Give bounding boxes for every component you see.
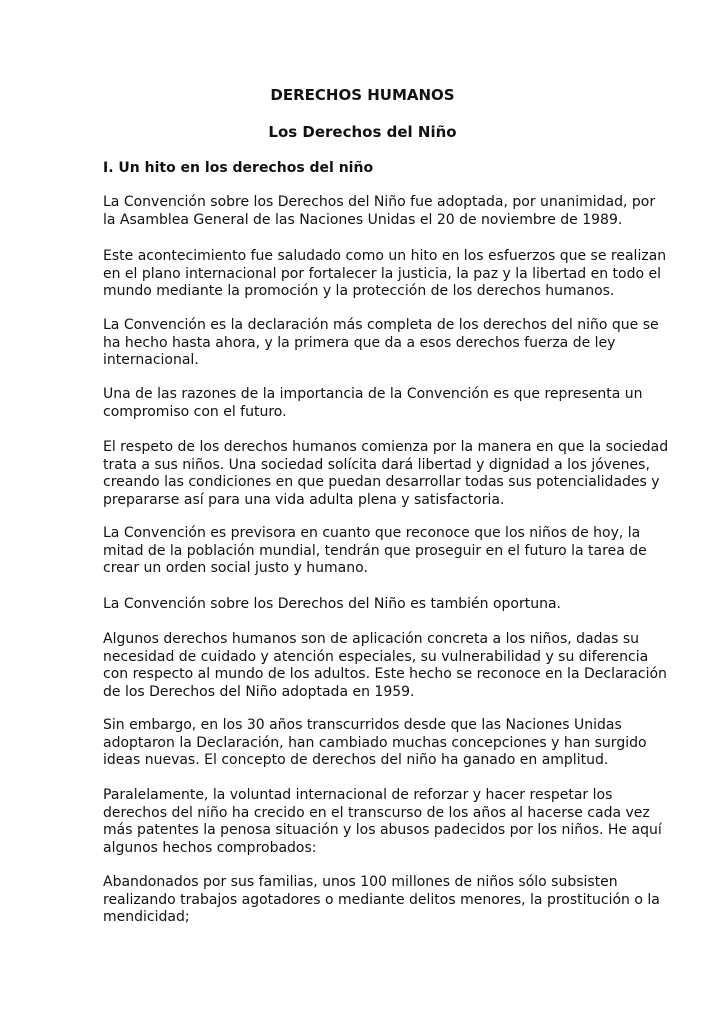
paragraph (103, 317, 659, 370)
section-heading: I. Un hito en los derechos del niño (103, 160, 374, 176)
paragraph (103, 717, 647, 770)
paragraph-line: Este acontecimiento fue saludado como un hito en los esfuerzos que se realizan (103, 248, 667, 264)
paragraph (103, 439, 669, 509)
paragraph-line: Abandonados por sus familias, unos 100 millones de niños sólo subsisten (103, 874, 618, 890)
paragraph-line: ideas nuevas. El concepto de derechos del niño ha ganado en amplitud. (103, 752, 609, 769)
paragraph-line: adoptaron la Declaración, han cambiado muchas concepciones y han surgido (103, 734, 647, 751)
paragraph-line: Sin embargo, en los 30 años transcurridos desde que las Naciones Unidas (103, 717, 622, 733)
paragraph-line: más patentes la penosa situación y los abusos padecidos por los niños. He aquí (103, 822, 662, 839)
paragraph-line: creando las condiciones en que puedan desarrollar todas sus potencialidades y (103, 474, 660, 491)
paragraph-line: en el plano internacional por fortalecer la justicia, la paz y la libertad en todo el (103, 265, 661, 282)
paragraph-line: mitad de la población mundial, tendrán que proseguir en el futuro la tarea de (103, 542, 647, 559)
document-title: DERECHOS HUMANOS (270, 86, 455, 104)
paragraph-line: mendicidad; (103, 909, 190, 926)
paragraph (103, 248, 667, 301)
paragraph-line: con respecto al mundo de los adultos. Este hecho se reconoce en la Declaración (103, 666, 667, 683)
paragraph-line: El respeto de los derechos humanos comienza por la manera en que la sociedad (103, 439, 669, 455)
document-subtitle: Los Derechos del Niño (268, 123, 457, 141)
paragraph-line: derechos del niño ha crecido en el transcurso de los años al hacerse cada vez (103, 804, 650, 821)
paragraph-line: trata a sus niños. Una sociedad solícita dará libertad y dignidad a los jóvenes, (103, 456, 650, 473)
paragraph (103, 386, 643, 421)
paragraph-line: internacional. (103, 352, 199, 369)
paragraph-line: prepararse así para una vida adulta plena y satisfactoria. (103, 491, 505, 508)
paragraph-line: La Convención sobre los Derechos del Niño es también oportuna. (103, 596, 561, 612)
paragraph-line: Paralelamente, la voluntad internacional de reforzar y hacer respetar los (103, 787, 613, 803)
paragraph (103, 596, 638, 614)
paragraph-line: La Convención sobre los Derechos del Niño fue adoptada, por unanimidad, por (103, 194, 656, 210)
paragraph-line: algunos hechos comprobados: (103, 839, 317, 856)
paragraph-line: de los Derechos del Niño adoptada en 1959. (103, 683, 415, 700)
paragraph (103, 631, 667, 701)
paragraph-line: crear un orden social justo y humano. (103, 560, 368, 577)
paragraph-line: compromiso con el futuro. (103, 403, 287, 420)
paragraph (103, 874, 660, 927)
paragraph (103, 787, 662, 857)
paragraph-line: realizando trabajos agotadores o mediante delitos menores, la prostitución o la (103, 891, 660, 908)
paragraph (103, 525, 647, 578)
paragraph-line: La Convención es previsora en cuanto que reconoce que los niños de hoy, la (103, 525, 641, 541)
paragraph-line: la Asamblea General de las Naciones Unidas el 20 de noviembre de 1989. (103, 211, 623, 228)
paragraph-line: La Convención es la declaración más completa de los derechos del niño que se (103, 317, 659, 333)
paragraph-line: ha hecho hasta ahora, y la primera que da a esos derechos fuerza de ley (103, 334, 616, 351)
paragraph-line: mundo mediante la promoción y la protección de los derechos humanos. (103, 283, 615, 300)
paragraph-line: necesidad de cuidado y atención especiales, su vulnerabilidad y su diferencia (103, 648, 649, 665)
paragraph-line: Algunos derechos humanos son de aplicación concreta a los niños, dadas su (103, 631, 640, 647)
paragraph (103, 194, 656, 229)
paragraph-line: Una de las razones de la importancia de la Convención es que representa un (103, 386, 643, 402)
